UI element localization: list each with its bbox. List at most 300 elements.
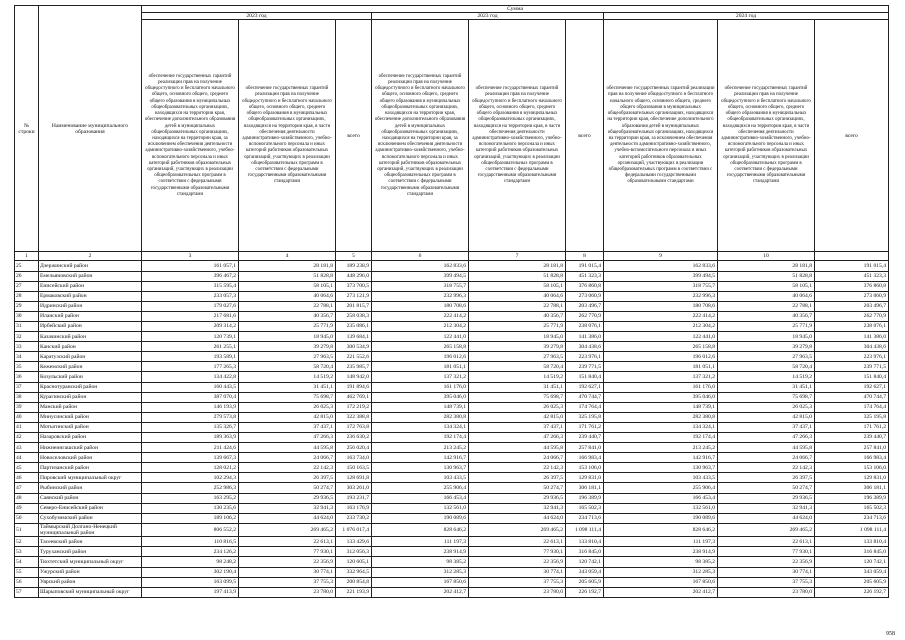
value-cell: 22 613,1 xyxy=(718,537,815,547)
value-cell: 273 060,9 xyxy=(815,291,889,301)
value-cell: 24 066,7 xyxy=(718,453,815,463)
value-cell: 196 012,6 xyxy=(372,352,469,362)
value-cell: 25 771,9 xyxy=(239,321,336,331)
value-cell: 122 441,0 xyxy=(372,332,469,342)
value-cell: 448 296,0 xyxy=(336,271,372,281)
municipality-name-cell: Туруханский район xyxy=(39,547,142,557)
value-cell: 22 788,1 xyxy=(469,301,566,311)
value-cell: 153 106,0 xyxy=(566,463,604,473)
value-cell: 29 936,5 xyxy=(718,493,815,503)
value-cell: 22 142,3 xyxy=(469,463,566,473)
value-cell: 22 613,1 xyxy=(469,537,566,547)
value-cell: 77 930,1 xyxy=(718,547,815,557)
column-number: 10 xyxy=(718,252,815,261)
value-cell: 163 099,5 xyxy=(142,577,239,587)
value-cell: 343 059,4 xyxy=(566,567,604,577)
column-description: обеспечение государственных гарантий реализации прав на получение общедоступного и бесплатного начального общего, основного общего, среднего общего образования в муниципальных общеобразовательных организациях, находящихся на территории края, в части обеспечения деятельности административно-хозяйственного, учебно-вспомогательного персонала и иных категорий работников образовательных организаций, участвующих в реализации общеобразовательных программ в соответствии с федеральными государственными образовательными стандартами xyxy=(718,20,815,252)
row-number-cell: 44 xyxy=(15,453,39,463)
table-row xyxy=(15,311,889,321)
value-cell: 223 976,1 xyxy=(566,352,604,362)
value-cell: 462 769,1 xyxy=(336,392,372,402)
value-cell: 223 976,1 xyxy=(815,352,889,362)
row-number-cell: 36 xyxy=(15,372,39,382)
value-cell: 111 197,3 xyxy=(372,537,469,547)
row-number-cell: 41 xyxy=(15,422,39,432)
value-cell: 174 764,4 xyxy=(566,402,604,412)
table-row xyxy=(15,281,889,291)
municipality-name-cell: Тюхтетский муниципальный округ xyxy=(39,557,142,567)
value-cell: 273 060,9 xyxy=(566,291,604,301)
column-description: обеспечение государственных гарантий реализации прав на получение общедоступного и бесплатного начального общего, основного общего, среднего общего образования в муниципальных общеобразовательных организациях, находящихся на территории края, обеспечение дополнительного образования детей в муниципальных общеобразовательных организациях, находящихся на территории края, за исключением обеспечения деятельности административно-хозяйственного, учебно-вспомогательного персонала и иных категорий работников образовательных организаций, участвующих в реализации общеобразовательных программ в соответствии с федеральными государственными образовательными стандартами xyxy=(604,20,718,252)
column-description: обеспечение государственных гарантий реализации прав на получение общедоступного и бесплатного начального общего, основного общего, среднего общего образования в муниципальных общеобразовательных организациях, находящихся на территории края, обеспечение дополнительного образования детей в муниципальных общеобразовательных организациях, находящихся на территории края, за исключением обеспечения деятельности административно-хозяйственного, учебно-вспомогательного персонала и иных категорий работников образовательных организаций, участвующих в реализации общеобразовательных программ в соответствии с федеральными государственными образовательными стандартами xyxy=(372,20,469,252)
value-cell: 212 304,2 xyxy=(372,321,469,331)
value-cell: 189 363,9 xyxy=(142,433,239,443)
value-cell: 27 963,5 xyxy=(718,352,815,362)
value-cell: 191 015,4 xyxy=(566,261,604,271)
value-cell: 32 941,3 xyxy=(469,503,566,513)
value-cell: 177 265,3 xyxy=(142,362,239,372)
value-cell: 316 845,0 xyxy=(566,547,604,557)
value-cell: 22 788,1 xyxy=(718,301,815,311)
value-cell: 192 174,4 xyxy=(604,433,718,443)
value-cell: 265 158,8 xyxy=(604,342,718,352)
value-cell: 212 304,2 xyxy=(604,321,718,331)
value-cell: 238 914,9 xyxy=(372,547,469,557)
column-description: обеспечение государственных гарантий реализации прав на получение общедоступного и бесплатного начального общего, основного общего, среднего общего образования в муниципальных общеобразовательных организациях, находящихся на территории края, в части обеспечения деятельности административно-хозяйственного, учебно-вспомогательного персонала и иных категорий работников образовательных организаций, участвующих в реализации общеобразовательных программ в соответствии с федеральными государственными образовательными стандартами xyxy=(469,20,566,252)
value-cell: 40 064,6 xyxy=(239,291,336,301)
table-row xyxy=(15,537,889,547)
value-cell: 192 627,1 xyxy=(566,382,604,392)
value-cell: 213 245,2 xyxy=(604,443,718,453)
table-row xyxy=(15,301,889,311)
municipality-name-cell: Кежемский район xyxy=(39,362,142,372)
value-cell: 256 020,4 xyxy=(336,443,372,453)
value-cell: 269 465,2 xyxy=(718,523,815,536)
row-number-cell: 37 xyxy=(15,382,39,392)
value-cell: 304 438,6 xyxy=(815,342,889,352)
municipality-name-cell: Канский район xyxy=(39,342,142,352)
value-cell: 132 561,0 xyxy=(604,503,718,513)
value-cell: 828 646,2 xyxy=(604,523,718,536)
value-cell: 29 936,5 xyxy=(239,493,336,503)
value-cell: 828 646,2 xyxy=(372,523,469,536)
value-cell: 25 771,9 xyxy=(469,321,566,331)
sum-header: Сумма xyxy=(142,6,889,13)
value-cell: 58 720,4 xyxy=(718,362,815,372)
municipality-name-cell: Партизанский район xyxy=(39,463,142,473)
value-cell: 42 815,0 xyxy=(239,412,336,422)
value-cell: 22 356,9 xyxy=(469,557,566,567)
value-cell: 22 613,1 xyxy=(239,537,336,547)
row-number-cell: 57 xyxy=(15,587,39,597)
value-cell: 139 667,3 xyxy=(142,453,239,463)
value-cell: 25 771,9 xyxy=(718,321,815,331)
row-number-cell: 43 xyxy=(15,443,39,453)
page-number: 958 xyxy=(886,631,895,637)
year-header-2: 2023 год xyxy=(372,13,604,20)
municipality-name-cell: Ужурский район xyxy=(39,567,142,577)
table-row xyxy=(15,372,889,382)
value-cell: 196 389,9 xyxy=(566,493,604,503)
value-cell: 192 627,1 xyxy=(815,382,889,392)
value-cell: 165 502,3 xyxy=(815,503,889,513)
value-cell: 23 780,0 xyxy=(469,587,566,597)
total-header: всего xyxy=(815,20,889,252)
value-cell: 203 496,7 xyxy=(815,301,889,311)
value-cell: 189 238,9 xyxy=(336,261,372,271)
value-cell: 26 025,3 xyxy=(718,402,815,412)
municipality-name-cell: Емельяновский район xyxy=(39,271,142,281)
row-number-cell: 28 xyxy=(15,291,39,301)
column-number: 3 xyxy=(142,252,239,261)
row-number-cell: 33 xyxy=(15,342,39,352)
value-cell: 44 624,0 xyxy=(469,513,566,523)
value-cell: 300 534,9 xyxy=(336,342,372,352)
value-cell: 222 414,2 xyxy=(372,311,469,321)
value-cell: 161 176,0 xyxy=(604,382,718,392)
value-cell: 181 051,1 xyxy=(604,362,718,372)
value-cell: 44 624,0 xyxy=(239,513,336,523)
value-cell: 133 429,6 xyxy=(336,537,372,547)
table-row xyxy=(15,513,889,523)
value-cell: 304 438,6 xyxy=(566,342,604,352)
value-cell: 316 845,0 xyxy=(815,547,889,557)
value-cell: 51 828,8 xyxy=(469,271,566,281)
value-cell: 146 193,9 xyxy=(142,402,239,412)
value-cell: 343 059,4 xyxy=(815,567,889,577)
value-cell: 18 945,0 xyxy=(239,332,336,342)
value-cell: 22 356,9 xyxy=(239,557,336,567)
value-cell: 39 279,8 xyxy=(718,342,815,352)
value-cell: 179 027,6 xyxy=(142,301,239,311)
row-number-cell: 56 xyxy=(15,577,39,587)
table-row xyxy=(15,547,889,557)
row-number-cell: 49 xyxy=(15,503,39,513)
document-page xyxy=(14,5,888,598)
municipality-name-cell: Дзержинский район xyxy=(39,261,142,271)
table-row xyxy=(15,412,889,422)
value-cell: 451 323,3 xyxy=(566,271,604,281)
value-cell: 239 440,7 xyxy=(566,433,604,443)
value-cell: 217 681,6 xyxy=(142,311,239,321)
value-cell: 470 744,7 xyxy=(815,392,889,402)
value-cell: 234 713,6 xyxy=(566,513,604,523)
value-cell: 102 294,3 xyxy=(142,473,239,483)
table-body xyxy=(15,261,889,597)
value-cell: 282 380,8 xyxy=(604,412,718,422)
value-cell: 312 285,3 xyxy=(604,567,718,577)
value-cell: 233 057,3 xyxy=(142,291,239,301)
row-number-cell: 53 xyxy=(15,547,39,557)
value-cell: 232 996,3 xyxy=(604,291,718,301)
row-number-cell: 50 xyxy=(15,513,39,523)
row-number-cell: 26 xyxy=(15,271,39,281)
table-row xyxy=(15,402,889,412)
value-cell: 148 739,1 xyxy=(372,402,469,412)
value-cell: 239 771,5 xyxy=(566,362,604,372)
table-row xyxy=(15,473,889,483)
column-description: обеспечение государственных гарантий реализации прав на получение общедоступного и бесплатного начального общего, основного общего, среднего общего образования в муниципальных общеобразовательных организациях, находящихся на территории края, в части обеспечения деятельности административно-хозяйственного, учебно-вспомогательного персонала и иных категорий работников образовательных организаций, участвующих в реализации общеобразовательных программ в соответствии с федеральными государственными образовательными стандартами xyxy=(239,20,336,252)
value-cell: 162 833,6 xyxy=(372,261,469,271)
municipality-name-cell: Курагинский район xyxy=(39,392,142,402)
row-number-cell: 32 xyxy=(15,332,39,342)
value-cell: 205 605,9 xyxy=(815,577,889,587)
column-number: 2 xyxy=(39,252,142,261)
value-cell: 221 193,9 xyxy=(336,587,372,597)
value-cell: 51 828,8 xyxy=(718,271,815,281)
value-cell: 29 936,5 xyxy=(469,493,566,503)
municipality-name-cell: Минусинский район xyxy=(39,412,142,422)
table-row xyxy=(15,503,889,513)
value-cell: 252 986,3 xyxy=(142,483,239,493)
table-row xyxy=(15,577,889,587)
table-row xyxy=(15,567,889,577)
value-cell: 196 389,9 xyxy=(815,493,889,503)
value-cell: 128 691,8 xyxy=(336,473,372,483)
value-cell: 255 906,4 xyxy=(604,483,718,493)
row-number-cell: 39 xyxy=(15,402,39,412)
value-cell: 190 089,6 xyxy=(372,513,469,523)
value-cell: 30 774,1 xyxy=(469,567,566,577)
value-cell: 24 066,7 xyxy=(239,453,336,463)
value-cell: 137 321,2 xyxy=(604,372,718,382)
value-cell: 40 064,6 xyxy=(469,291,566,301)
table-row xyxy=(15,422,889,432)
value-cell: 98 385,2 xyxy=(372,557,469,567)
municipality-name-cell: Казачинский район xyxy=(39,332,142,342)
total-header: всего xyxy=(566,20,604,252)
value-cell: 312 056,3 xyxy=(336,547,372,557)
value-cell: 44 595,8 xyxy=(718,443,815,453)
row-number-cell: 52 xyxy=(15,537,39,547)
table-row xyxy=(15,587,889,597)
value-cell: 1 076 017,4 xyxy=(336,523,372,536)
value-cell: 318 755,7 xyxy=(604,281,718,291)
value-cell: 239 440,7 xyxy=(815,433,889,443)
value-cell: 191 894,6 xyxy=(336,382,372,392)
table-row xyxy=(15,332,889,342)
value-cell: 163 176,9 xyxy=(336,503,372,513)
column-number: 8 xyxy=(566,252,604,261)
column-number: 7 xyxy=(469,252,566,261)
value-cell: 44 595,8 xyxy=(239,443,336,453)
row-number-cell: 55 xyxy=(15,567,39,577)
column-number xyxy=(815,252,889,261)
value-cell: 196 012,6 xyxy=(604,352,718,362)
municipality-name-cell: Пировский муниципальный округ xyxy=(39,473,142,483)
budget-table xyxy=(14,5,889,598)
value-cell: 255 906,4 xyxy=(372,483,469,493)
value-cell: 150 163,5 xyxy=(336,463,372,473)
row-number-cell: 31 xyxy=(15,321,39,331)
value-cell: 399 494,5 xyxy=(604,271,718,281)
table-row xyxy=(15,392,889,402)
value-cell: 257 841,0 xyxy=(566,443,604,453)
value-cell: 332 964,5 xyxy=(336,567,372,577)
municipality-name-cell: Ермаковский район xyxy=(39,291,142,301)
value-cell: 221 552,6 xyxy=(336,352,372,362)
value-cell: 58 105,1 xyxy=(718,281,815,291)
table-row xyxy=(15,261,889,271)
value-cell: 257 841,0 xyxy=(815,443,889,453)
value-cell: 202 412,7 xyxy=(372,587,469,597)
value-cell: 50 274,7 xyxy=(718,483,815,493)
value-cell: 40 064,6 xyxy=(718,291,815,301)
value-cell: 23 780,0 xyxy=(239,587,336,597)
value-cell: 37 437,1 xyxy=(239,422,336,432)
value-cell: 192 174,4 xyxy=(372,433,469,443)
value-cell: 161 176,0 xyxy=(372,382,469,392)
value-cell: 50 274,7 xyxy=(239,483,336,493)
value-cell: 134 324,1 xyxy=(372,422,469,432)
value-cell: 306 181,1 xyxy=(566,483,604,493)
value-cell: 166 983,4 xyxy=(815,453,889,463)
value-cell: 37 437,1 xyxy=(469,422,566,432)
table-row xyxy=(15,453,889,463)
column-number: 9 xyxy=(604,252,718,261)
value-cell: 172 219,2 xyxy=(336,402,372,412)
value-cell: 262 770,9 xyxy=(815,311,889,321)
value-cell: 27 963,5 xyxy=(469,352,566,362)
value-cell: 14 519,2 xyxy=(718,372,815,382)
value-cell: 132 561,0 xyxy=(372,503,469,513)
table-row xyxy=(15,483,889,493)
value-cell: 148 942,0 xyxy=(336,372,372,382)
value-cell: 26 397,5 xyxy=(239,473,336,483)
value-cell: 387 070,4 xyxy=(142,392,239,402)
municipality-name-cell: Иланский район xyxy=(39,311,142,321)
value-cell: 322 388,8 xyxy=(336,412,372,422)
value-cell: 167 850,6 xyxy=(372,577,469,587)
value-cell: 111 197,3 xyxy=(604,537,718,547)
value-cell: 269 465,2 xyxy=(239,523,336,536)
table-row xyxy=(15,433,889,443)
municipality-name-header: Наименование муниципального образования xyxy=(39,6,142,252)
table-row xyxy=(15,362,889,372)
value-cell: 134 422,8 xyxy=(142,372,239,382)
value-cell: 806 552,2 xyxy=(142,523,239,536)
row-number-cell: 42 xyxy=(15,433,39,443)
value-cell: 1 098 111,4 xyxy=(566,523,604,536)
value-cell: 234 126,2 xyxy=(142,547,239,557)
value-cell: 128 021,2 xyxy=(142,463,239,473)
value-cell: 238 076,1 xyxy=(815,321,889,331)
value-cell: 180 708,6 xyxy=(604,301,718,311)
value-cell: 325 195,8 xyxy=(815,412,889,422)
value-cell: 222 414,2 xyxy=(604,311,718,321)
value-cell: 28 181,8 xyxy=(469,261,566,271)
table-row xyxy=(15,291,889,301)
column-number: 1 xyxy=(15,252,39,261)
row-number-cell: 29 xyxy=(15,301,39,311)
value-cell: 172 763,8 xyxy=(336,422,372,432)
value-cell: 103 433,5 xyxy=(372,473,469,483)
value-cell: 58 720,4 xyxy=(239,362,336,372)
value-cell: 14 519,2 xyxy=(239,372,336,382)
value-cell: 166 983,4 xyxy=(566,453,604,463)
value-cell: 258 038,3 xyxy=(336,311,372,321)
municipality-name-cell: Саянский район xyxy=(39,493,142,503)
column-number: 5 xyxy=(336,252,372,261)
value-cell: 211 424,6 xyxy=(142,443,239,453)
value-cell: 269 465,2 xyxy=(469,523,566,536)
table-row xyxy=(15,463,889,473)
value-cell: 166 453,4 xyxy=(604,493,718,503)
row-number-cell: 48 xyxy=(15,493,39,503)
row-number-cell: 38 xyxy=(15,392,39,402)
value-cell: 261 255,1 xyxy=(142,342,239,352)
value-cell: 265 158,8 xyxy=(372,342,469,352)
value-cell: 279 573,8 xyxy=(142,412,239,422)
value-cell: 39 279,8 xyxy=(469,342,566,352)
value-cell: 235 086,1 xyxy=(336,321,372,331)
value-cell: 282 380,8 xyxy=(372,412,469,422)
value-cell: 137 321,2 xyxy=(372,372,469,382)
value-cell: 151 840,4 xyxy=(815,372,889,382)
value-cell: 133 810,4 xyxy=(566,537,604,547)
value-cell: 98 385,2 xyxy=(604,557,718,567)
row-number-cell: 51 xyxy=(15,523,39,536)
value-cell: 399 494,5 xyxy=(372,271,469,281)
municipality-name-cell: Нижнеингашский район xyxy=(39,443,142,453)
value-cell: 315 595,4 xyxy=(142,281,239,291)
value-cell: 31 451,1 xyxy=(239,382,336,392)
value-cell: 129 831,0 xyxy=(566,473,604,483)
value-cell: 238 076,1 xyxy=(566,321,604,331)
row-number-cell: 25 xyxy=(15,261,39,271)
value-cell: 37 755,3 xyxy=(718,577,815,587)
value-cell: 142 916,7 xyxy=(372,453,469,463)
value-cell: 163 295,2 xyxy=(142,493,239,503)
value-cell: 376 860,8 xyxy=(815,281,889,291)
row-number-cell: 47 xyxy=(15,483,39,493)
value-cell: 130 963,7 xyxy=(604,463,718,473)
value-cell: 236 630,2 xyxy=(336,433,372,443)
value-cell: 133 810,4 xyxy=(815,537,889,547)
value-cell: 142 916,7 xyxy=(604,453,718,463)
column-description: обеспечение государственных гарантий реализации прав на получение общедоступного и бесплатного начального общего, основного общего, среднего общего образования в муниципальных общеобразовательных организациях, находящихся на территории края, обеспечение дополнительного образования детей в муниципальных общеобразовательных организациях, находящихся на территории края, за исключением обеспечения деятельности административно-хозяйственного, учебно-вспомогательного персонала и иных категорий работников образовательных организаций, участвующих в реализации общеобразовательных программ в соответствии с федеральными государственными образовательными стандартами xyxy=(142,20,239,252)
value-cell: 167 850,6 xyxy=(604,577,718,587)
value-cell: 22 788,1 xyxy=(239,301,336,311)
value-cell: 180 708,6 xyxy=(372,301,469,311)
value-cell: 273 121,9 xyxy=(336,291,372,301)
value-cell: 50 274,7 xyxy=(469,483,566,493)
value-cell: 376 860,8 xyxy=(566,281,604,291)
value-cell: 166 453,4 xyxy=(372,493,469,503)
year-header-3: 2024 год xyxy=(604,13,889,20)
value-cell: 31 451,1 xyxy=(469,382,566,392)
value-cell: 148 739,1 xyxy=(604,402,718,412)
value-cell: 312 285,3 xyxy=(372,567,469,577)
table-row xyxy=(15,352,889,362)
municipality-name-cell: Рыбинский район xyxy=(39,483,142,493)
value-cell: 28 181,8 xyxy=(239,261,336,271)
value-cell: 130 235,6 xyxy=(142,503,239,513)
value-cell: 120 739,1 xyxy=(142,332,239,342)
value-cell: 396 467,2 xyxy=(142,271,239,281)
municipality-name-cell: Ирбейский район xyxy=(39,321,142,331)
value-cell: 395 046,0 xyxy=(604,392,718,402)
row-number-header: № строки xyxy=(15,6,39,252)
value-cell: 22 142,3 xyxy=(239,463,336,473)
value-cell: 58 105,1 xyxy=(239,281,336,291)
value-cell: 28 181,8 xyxy=(718,261,815,271)
value-cell: 233 730,2 xyxy=(336,513,372,523)
value-cell: 160 443,5 xyxy=(142,382,239,392)
column-number: 4 xyxy=(239,252,336,261)
value-cell: 302 190,4 xyxy=(142,567,239,577)
value-cell: 197 413,9 xyxy=(142,587,239,597)
